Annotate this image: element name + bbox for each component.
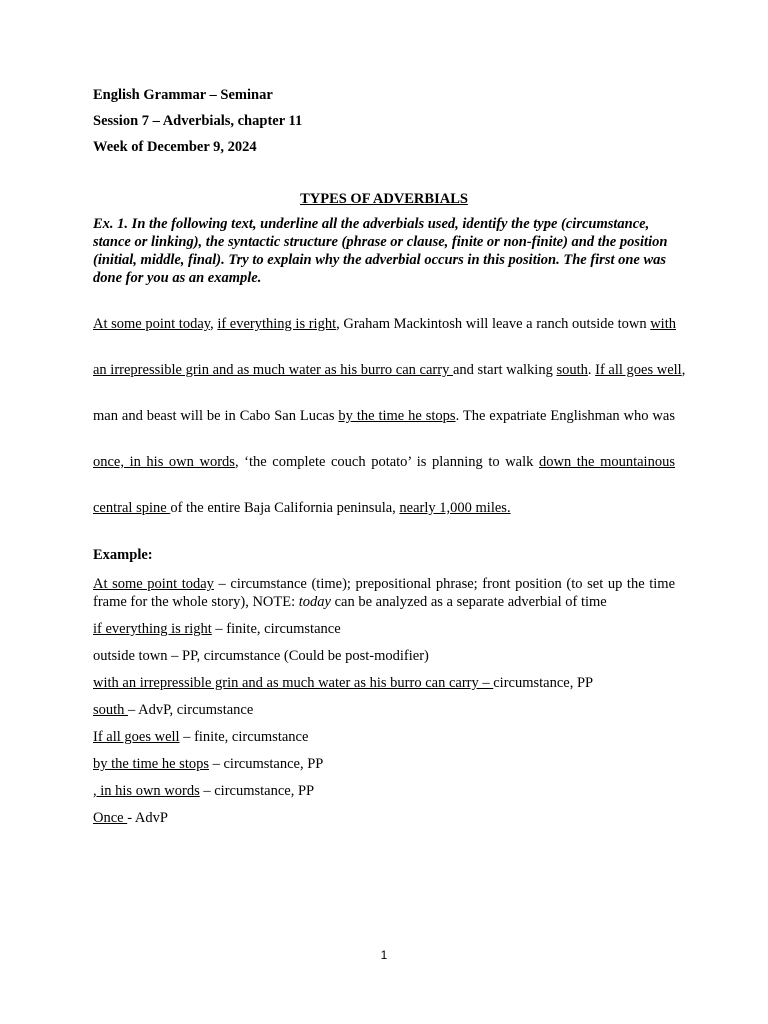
example-analysis: – circumstance, PP (209, 756, 324, 772)
passage-line-5 (93, 499, 675, 545)
example-item-2 (93, 620, 675, 638)
passage-text: , (210, 316, 218, 332)
passage-text: , Graham Mackintosh will leave a ranch outside town (336, 316, 651, 332)
page-number: 1 (380, 948, 388, 962)
example-adverbial: , in his own words (93, 783, 200, 799)
example-item-1 (93, 575, 675, 611)
example-analysis: can be analyzed as a separate adverbial of time (330, 594, 607, 610)
passage-line-2 (93, 361, 686, 407)
adverbial: down the mountainous (538, 454, 675, 470)
example-item-8 (93, 782, 675, 800)
example-analysis: circumstance, PP (493, 675, 594, 691)
adverbial: an irrepressible grin and as much water as his burro can carry (93, 362, 453, 378)
passage-text: . The expatriate Englishman who was (455, 408, 675, 424)
adverbial: by the time he stops (338, 408, 456, 424)
exercise-instruction: Ex. 1. In the following text, underline all the adverbials used, identify the type (circumstance, stance or linking), the syntactic structure (phrase or clause, finite or non-finite) and the position (initial, middle, final). Try to explain why the adverbial occurs in this position. The first one was done for you as an example. (93, 216, 668, 286)
passage-text: and start walking (452, 362, 557, 378)
example-heading: Example: (93, 547, 153, 563)
section-title: TYPES OF ADVERBIALS (300, 191, 468, 207)
example-item-6 (93, 728, 675, 746)
example-adverbial: If all goes well (93, 729, 180, 745)
example-italic-word: today (298, 594, 331, 610)
adverbial: If all goes well (595, 362, 682, 378)
adverbial: if everything is right (217, 316, 337, 332)
week-date: Week of December 9, 2024 (93, 139, 257, 155)
adverbial: south (556, 362, 588, 378)
adverbial: At some point today (93, 316, 211, 332)
adverbial: central spine (93, 500, 171, 516)
passage-line-1 (93, 315, 675, 361)
example-adverbial: At some point today (93, 576, 214, 592)
example-analysis: – AdvP, circumstance (128, 702, 254, 718)
example-analysis: – finite, circumstance (211, 621, 341, 637)
example-item-4 (93, 674, 675, 692)
example-item-9 (93, 809, 675, 827)
example-adverbial: south (93, 702, 129, 718)
example-analysis: – circumstance, PP (199, 783, 315, 799)
document-page (93, 87, 686, 836)
example-adverbial: Once (93, 810, 128, 826)
example-analysis: outside town – PP, circumstance (Could be post-modifier) (93, 648, 429, 664)
example-analysis: – finite, circumstance (179, 729, 309, 745)
example-adverbial: by the time he stops (93, 756, 209, 772)
passage-line-3 (93, 407, 675, 453)
example-adverbial: if everything is right (93, 621, 212, 637)
example-analysis: - AdvP (127, 810, 168, 826)
passage-text: man and beast will be in Cabo San Lucas (93, 408, 339, 424)
example-item-5 (93, 701, 675, 719)
example-item-7 (93, 755, 675, 773)
passage (93, 315, 686, 545)
adverbial: nearly 1,000 miles. (399, 500, 511, 516)
example-adverbial: with an irrepressible grin and as much water as his burro can carry – (93, 675, 494, 691)
session-title: Session 7 – Adverbials, chapter 11 (93, 113, 303, 129)
passage-text: , (681, 362, 686, 378)
example-item-3 (93, 647, 675, 665)
passage-line-4 (93, 453, 675, 499)
example-analysis: – circumstance (time); prepositional phrase; front position (to set up the time frame for the whole story), NOTE: (93, 576, 675, 610)
passage-text: of the entire Baja California peninsula, (170, 500, 400, 516)
adverbial: with (650, 316, 676, 332)
course-title: English Grammar – Seminar (93, 87, 273, 103)
passage-text: . (587, 362, 596, 378)
passage-text: , ‘the complete couch potato’ is planning to walk (234, 454, 539, 470)
adverbial: once, in his own words (93, 454, 235, 470)
